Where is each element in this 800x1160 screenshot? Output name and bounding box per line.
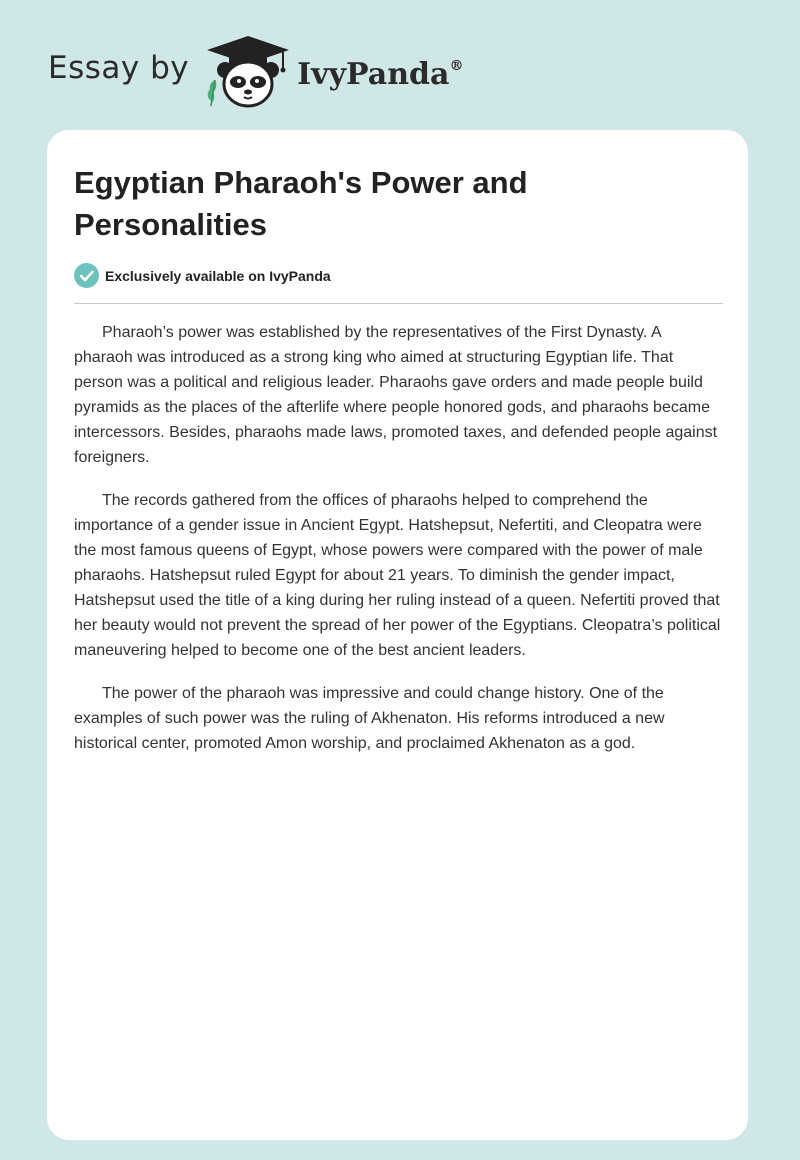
paragraph: The records gathered from the offices of pharaohs helped to comprehend the importance of a gender issue in Ancient Egypt. Hatshepsut, Nefertiti, and Cleopatra were the most famous queens of Egypt, whose powers were compared with the power of male pharaohs. Hatshepsut ruled Egypt for about 21 years. To diminish the gender impact, Hatshepsut used the title of a king during her ruling instead of a queen. Nefertiti proved that her beauty would not prevent the spread of her power of the Egyptians. Cleopatra’s political maneuvering helped to become one of the best ancient leaders. [74, 492, 721, 659]
divider [74, 303, 723, 304]
essay-card [47, 130, 748, 1140]
exclusive-notice [74, 263, 331, 288]
check-badge-icon [74, 263, 99, 288]
essay-by-label: Essay by [48, 50, 190, 86]
registered-mark: ® [449, 57, 464, 74]
site-header [48, 32, 463, 112]
paragraph: Pharaoh’s power was established by the representatives of the First Dynasty. A pharaoh was introduced as a strong king who aimed at structuring Egyptian life. That person was a political and religious leader. Pharaohs gave orders and made people build pyramids as the places of the afterlife where people honored gods, and pharaohs became intercessors. Besides, pharaohs made laws, promoted taxes, and defended people against foreigners. [74, 324, 718, 466]
page-title: Egyptian Pharaoh's Power and Personalities [74, 165, 528, 242]
exclusive-label: Exclusively available on IvyPanda [105, 267, 331, 284]
paragraph: The power of the pharaoh was impressive and could change history. One of the examples of such power was the ruling of Akhenaton. His reforms introduced a new historical center, promoted Amon worship, and proclaimed Akhenaton as a god. [74, 685, 665, 752]
brand-name[interactable]: IvyPanda® [297, 56, 464, 92]
essay-body [74, 320, 723, 774]
panda-graduate-logo-icon[interactable] [203, 32, 293, 112]
